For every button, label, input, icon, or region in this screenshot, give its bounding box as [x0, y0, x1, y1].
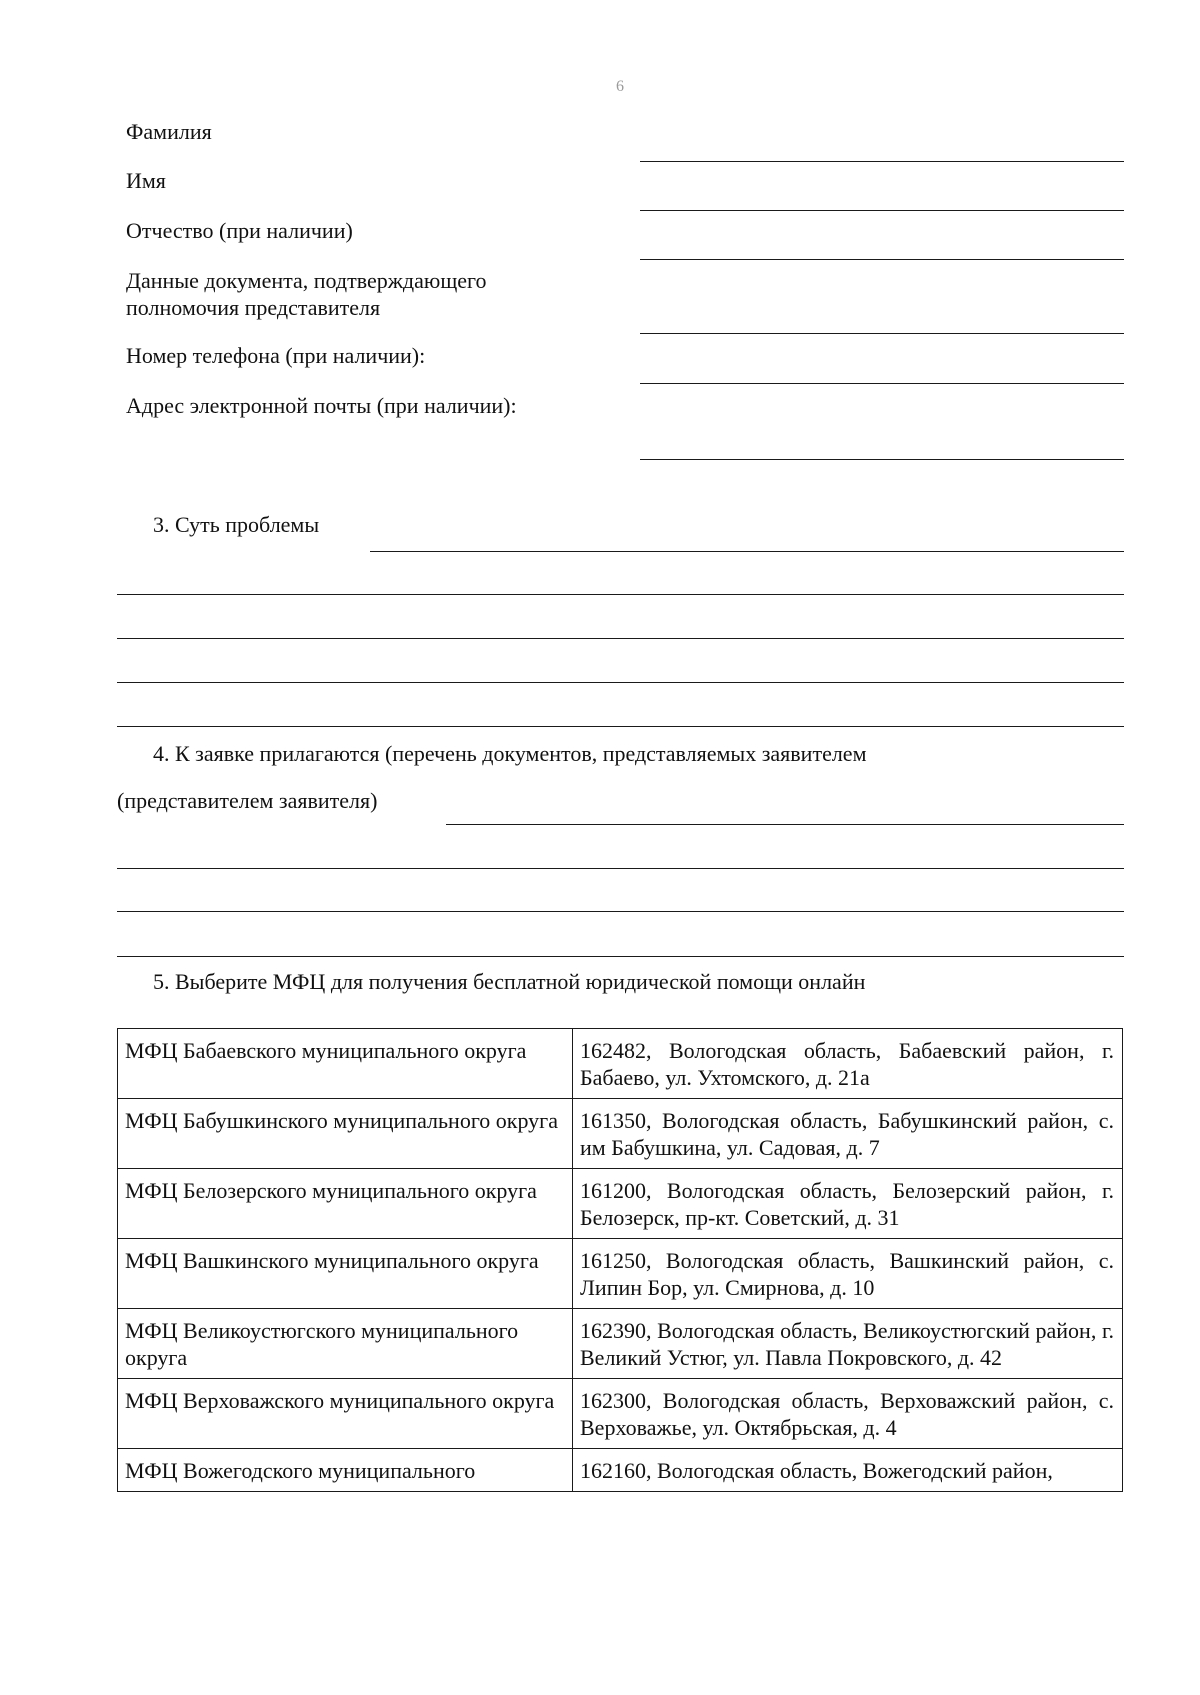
attachments-line-2[interactable]: [117, 868, 1124, 869]
mfc-name: МФЦ Вашкинского муниципального округа: [118, 1239, 573, 1309]
problem-line-2[interactable]: [117, 594, 1124, 595]
mfc-address: 162300, Вологодская область, Верховажский район, с. Верховажье, ул. Октябрьская, д. 4: [573, 1379, 1123, 1449]
section-4-title-cont: (представителем заявителя): [117, 788, 378, 813]
attachments-line-4[interactable]: [117, 956, 1124, 957]
surname-field[interactable]: [640, 161, 1124, 162]
mfc-name: МФЦ Белозерского муниципального округа: [118, 1169, 573, 1239]
mfc-name: МФЦ Бабушкинского муниципального округа: [118, 1099, 573, 1169]
table-row[interactable]: [118, 1239, 1123, 1309]
patronymic-label: Отчество (при наличии): [126, 218, 353, 243]
page-number: 6: [616, 78, 624, 95]
table-row[interactable]: [118, 1309, 1123, 1379]
mfc-name: МФЦ Великоустюгского муниципального округа: [118, 1309, 573, 1379]
authority-document-field[interactable]: [640, 333, 1124, 334]
problem-line-5[interactable]: [117, 726, 1124, 727]
section-4-title: 4. К заявке прилагаются (перечень документов, представляемых заявителем: [153, 741, 867, 766]
problem-line-3[interactable]: [117, 638, 1124, 639]
email-label: Адрес электронной почты (при наличии):: [126, 393, 517, 418]
problem-line-1[interactable]: [370, 551, 1124, 552]
section-5-title: 5. Выберите МФЦ для получения бесплатной юридической помощи онлайн: [153, 969, 866, 994]
mfc-name: МФЦ Вожегодского муниципального: [118, 1449, 573, 1492]
mfc-address: 161350, Вологодская область, Бабушкинский район, с. им Бабушкина, ул. Садовая, д. 7: [573, 1099, 1123, 1169]
first-name-field[interactable]: [640, 210, 1124, 211]
mfc-address: 162160, Вологодская область, Вожегодский район,: [573, 1449, 1123, 1492]
table-row[interactable]: [118, 1029, 1123, 1099]
mfc-name: МФЦ Верховажского муниципального округа: [118, 1379, 573, 1449]
attachments-line-1[interactable]: [446, 824, 1124, 825]
attachments-line-3[interactable]: [117, 911, 1124, 912]
mfc-address: 161200, Вологодская область, Белозерский район, г. Белозерск, пр-кт. Советский, д. 31: [573, 1169, 1123, 1239]
mfc-table: [117, 1028, 1123, 1492]
authority-document-label: Данные документа, подтверждающего полномочия представителя: [126, 268, 487, 320]
mfc-name: МФЦ Бабаевского муниципального округа: [118, 1029, 573, 1099]
mfc-address: 161250, Вологодская область, Вашкинский район, с. Липин Бор, ул. Смирнова, д. 10: [573, 1239, 1123, 1309]
mfc-address: 162390, Вологодская область, Великоустюгский район, г. Великий Устюг, ул. Павла Покровского, д. 42: [573, 1309, 1123, 1379]
email-field[interactable]: [640, 459, 1124, 460]
problem-line-4[interactable]: [117, 682, 1124, 683]
table-row[interactable]: [118, 1449, 1123, 1492]
table-row[interactable]: [118, 1169, 1123, 1239]
table-row[interactable]: [118, 1379, 1123, 1449]
mfc-address: 162482, Вологодская область, Бабаевский район, г. Бабаево, ул. Ухтомского, д. 21а: [573, 1029, 1123, 1099]
phone-label: Номер телефона (при наличии):: [126, 343, 426, 368]
first-name-label: Имя: [126, 168, 166, 193]
patronymic-field[interactable]: [640, 259, 1124, 260]
surname-label: Фамилия: [126, 119, 212, 144]
table-row[interactable]: [118, 1099, 1123, 1169]
section-3-title: 3. Суть проблемы: [153, 512, 320, 537]
phone-field[interactable]: [640, 383, 1124, 384]
